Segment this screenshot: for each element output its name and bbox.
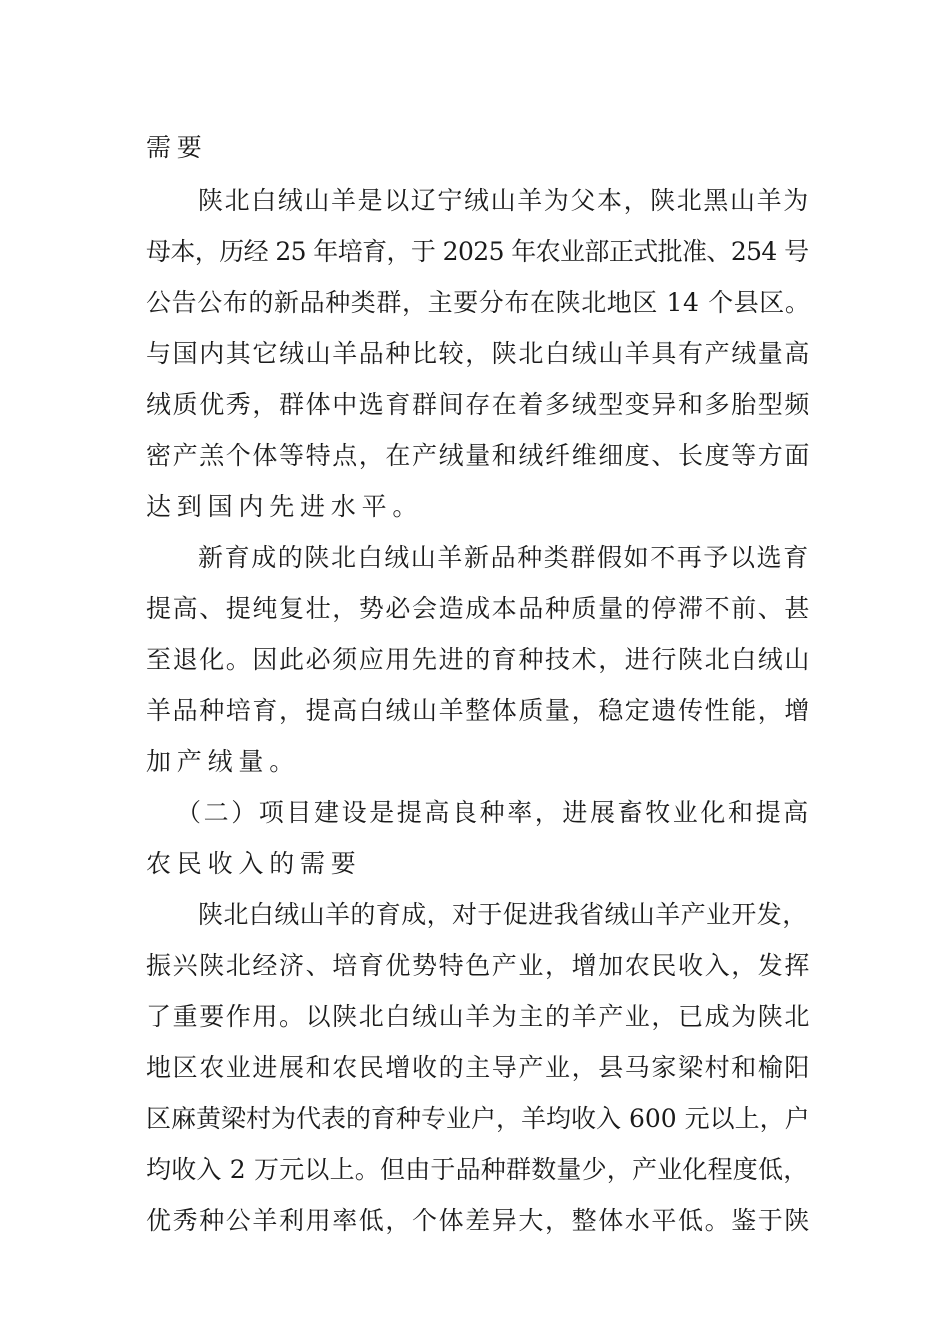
text-line: 母本，历经 25 年培育，于 2025 年农业部正式批准、254 号 — [146, 237, 809, 266]
text-line: 区麻黄梁村为代表的育种专业户，羊均收入 600 元以上，户 — [146, 1104, 810, 1133]
section-heading: 农民收入的需要 — [146, 849, 362, 878]
text-line: 陕北白绒山羊的育成，对于促进我省绒山羊产业开发， — [198, 900, 808, 929]
text-line: 公告公布的新品种类群，主要分布在陕北地区 14 个县区。 — [146, 288, 811, 317]
text-line: 至退化。因此必须应用先进的育种技术，进行陕北白绒山 — [146, 645, 812, 674]
text-line: 优秀种公羊利用率低，个体差异大，整体水平低。鉴于陕 — [146, 1206, 812, 1235]
text-line: 密产羔个体等特点，在产绒量和绒纤维细度、长度等方面 — [146, 441, 812, 470]
text-line: 与国内其它绒山羊品种比较，陕北白绒山羊具有产绒量高 — [146, 339, 812, 368]
text-line: 新育成的陕北白绒山羊新品种类群假如不再予以选育 — [198, 543, 810, 572]
section-heading: （二）项目建设是提高良种率，进展畜牧业化和提高 — [176, 798, 811, 827]
text-line: 地区农业进展和农民增收的主导产业，县马家梁村和榆阳 — [146, 1053, 812, 1082]
text-line: 均收入 2 万元以上。但由于品种群数量少，产业化程度低， — [146, 1155, 809, 1184]
text-line: 绒质优秀，群体中选育群间存在着多绒型变异和多胎型频 — [146, 390, 812, 419]
text-line: 提高、提纯复壮，势必会造成本品种质量的停滞不前、甚 — [146, 594, 812, 623]
text-line: 羊品种培育，提高白绒山羊整体质量，稳定遗传性能，增 — [146, 696, 812, 725]
text-line: 陕北白绒山羊是以辽宁绒山羊为父本，陕北黑山羊为 — [198, 186, 810, 215]
text-line: 了重要作用。以陕北白绒山羊为主的羊产业，已成为陕北 — [146, 1002, 812, 1031]
text-line: 需要 — [146, 133, 208, 162]
text-line: 达到国内先进水平。 — [146, 492, 424, 521]
text-line: 振兴陕北经济、培育优势特色产业，增加农民收入，发挥 — [146, 951, 812, 980]
text-line: 加产绒量。 — [146, 747, 301, 776]
